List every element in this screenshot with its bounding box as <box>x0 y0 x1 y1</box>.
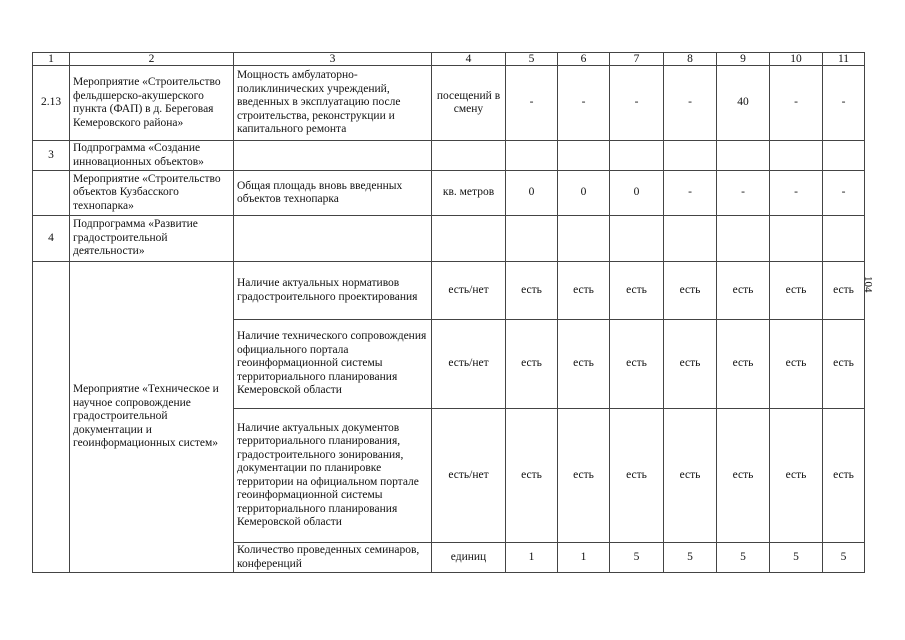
empty-cell <box>234 216 432 262</box>
value-cell: есть <box>610 409 664 543</box>
header-cell: 8 <box>664 53 717 66</box>
unit-cell: посещений в смену <box>432 66 506 141</box>
table-row <box>33 171 865 216</box>
value-cell: есть <box>506 320 558 409</box>
header-cell: 1 <box>33 53 70 66</box>
empty-cell <box>558 216 610 262</box>
empty-cell <box>234 141 432 171</box>
value-cell: есть <box>558 320 610 409</box>
header-row <box>33 53 865 66</box>
header-cell: 3 <box>234 53 432 66</box>
value-cell: есть <box>506 262 558 320</box>
value-cell: - <box>664 171 717 216</box>
value-cell: - <box>770 171 823 216</box>
value-cell: есть <box>664 409 717 543</box>
empty-cell <box>610 216 664 262</box>
unit-cell: есть/нет <box>432 320 506 409</box>
value-cell: - <box>664 66 717 141</box>
value-cell: - <box>506 66 558 141</box>
table-row <box>33 141 865 171</box>
value-cell: 0 <box>610 171 664 216</box>
unit-cell: есть/нет <box>432 409 506 543</box>
value-cell: есть <box>823 320 865 409</box>
indicator-name: Количество проведенных семинаров, конференций <box>234 543 432 573</box>
value-cell: есть <box>717 262 770 320</box>
header-cell: 2 <box>70 53 234 66</box>
header-cell: 5 <box>506 53 558 66</box>
table-row <box>33 262 865 320</box>
header-cell: 7 <box>610 53 664 66</box>
empty-cell <box>770 141 823 171</box>
event-name: Мероприятие «Строительство фельдшерско-акушерского пункта (ФАП) в д. Береговая Кемеровского района» <box>70 66 234 141</box>
value-cell: есть <box>506 409 558 543</box>
indicator-name: Наличие актуальных нормативов градостроительного проектирования <box>234 262 432 320</box>
subprogram-name: Подпрограмма «Развитие градостроительной деятельности» <box>70 216 234 262</box>
empty-cell <box>33 262 70 573</box>
value-cell: есть <box>823 262 865 320</box>
empty-cell <box>664 141 717 171</box>
empty-cell <box>823 216 865 262</box>
value-cell: - <box>717 171 770 216</box>
value-cell: есть <box>717 320 770 409</box>
empty-cell <box>506 216 558 262</box>
value-cell: 1 <box>506 543 558 573</box>
indicator-name: Общая площадь вновь введенных объектов технопарка <box>234 171 432 216</box>
empty-cell <box>558 141 610 171</box>
value-cell: 5 <box>664 543 717 573</box>
value-cell: есть <box>664 262 717 320</box>
header-cell: 11 <box>823 53 865 66</box>
value-cell: есть <box>770 409 823 543</box>
empty-cell <box>770 216 823 262</box>
unit-cell: есть/нет <box>432 262 506 320</box>
value-cell: есть <box>558 409 610 543</box>
indicators-table <box>32 52 865 573</box>
empty-cell <box>717 216 770 262</box>
indicator-name: Мощность амбулаторно-поликлинических учреждений, введенных в эксплуатацию после строительства, реконструкции и капитального ремонта <box>234 66 432 141</box>
value-cell: - <box>770 66 823 141</box>
indicator-name: Наличие технического сопровождения официального портала геоинформационной системы территориального планирования Кемеровской области <box>234 320 432 409</box>
value-cell: - <box>823 171 865 216</box>
value-cell: есть <box>610 320 664 409</box>
value-cell: есть <box>610 262 664 320</box>
table-row <box>33 66 865 141</box>
header-cell: 4 <box>432 53 506 66</box>
value-cell: - <box>558 66 610 141</box>
value-cell: 5 <box>610 543 664 573</box>
value-cell: есть <box>823 409 865 543</box>
empty-cell <box>823 141 865 171</box>
empty-cell <box>717 141 770 171</box>
value-cell: 0 <box>558 171 610 216</box>
empty-cell <box>432 216 506 262</box>
row-number: 3 <box>33 141 70 171</box>
header-cell: 9 <box>717 53 770 66</box>
empty-cell <box>610 141 664 171</box>
value-cell: есть <box>770 262 823 320</box>
subprogram-name: Подпрограмма «Создание инновационных объектов» <box>70 141 234 171</box>
value-cell: есть <box>558 262 610 320</box>
value-cell: - <box>610 66 664 141</box>
header-cell: 6 <box>558 53 610 66</box>
empty-cell <box>506 141 558 171</box>
value-cell: 5 <box>823 543 865 573</box>
row-number: 2.13 <box>33 66 70 141</box>
header-cell: 10 <box>770 53 823 66</box>
indicator-name: Наличие актуальных документов территориального планирования, градостроительного зонирования, документации по планировке территории на официальном портале геоинформационной системы территориального планирования Кемеровской области <box>234 409 432 543</box>
value-cell: - <box>823 66 865 141</box>
value-cell: есть <box>770 320 823 409</box>
value-cell: есть <box>717 409 770 543</box>
table-row <box>33 216 865 262</box>
unit-cell: кв. метров <box>432 171 506 216</box>
empty-cell <box>432 141 506 171</box>
row-number: 4 <box>33 216 70 262</box>
unit-cell: единиц <box>432 543 506 573</box>
value-cell: есть <box>664 320 717 409</box>
page-number: 104 <box>862 276 874 293</box>
empty-cell <box>664 216 717 262</box>
value-cell: 0 <box>506 171 558 216</box>
value-cell: 5 <box>717 543 770 573</box>
event-name: Мероприятие «Техническое и научное сопровождение градостроительной документации и геоинформационных систем» <box>70 262 234 573</box>
empty-cell <box>33 171 70 216</box>
value-cell: 1 <box>558 543 610 573</box>
value-cell: 5 <box>770 543 823 573</box>
value-cell: 40 <box>717 66 770 141</box>
event-name: Мероприятие «Строительство объектов Кузбасского технопарка» <box>70 171 234 216</box>
